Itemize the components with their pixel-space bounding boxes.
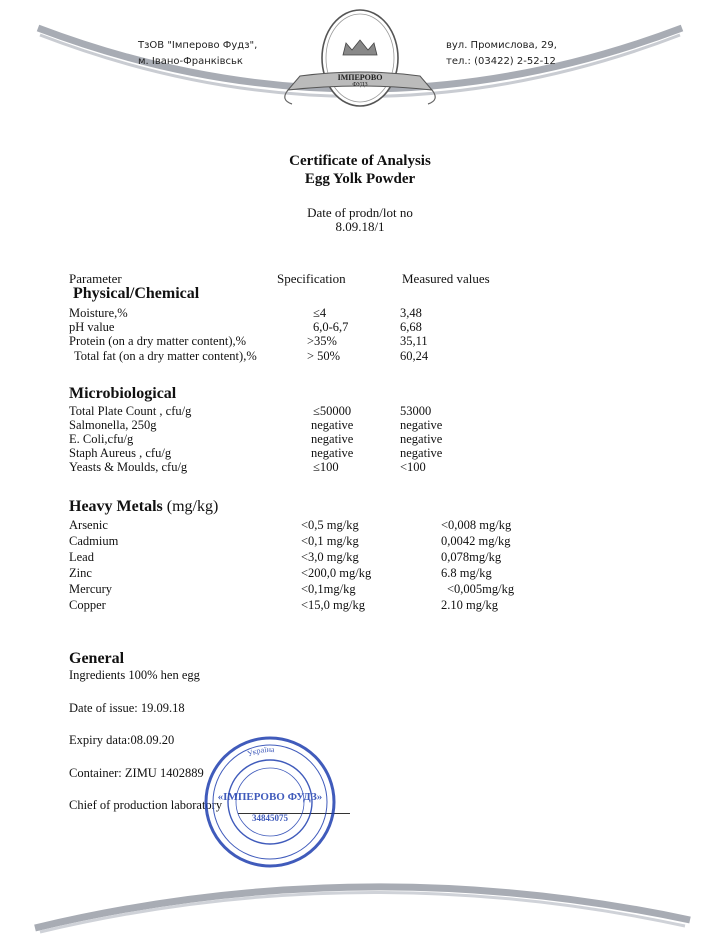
company-city: м. Івано-Франківськ xyxy=(138,56,243,67)
spec-staph: negative xyxy=(311,446,354,460)
param-ph: pH value xyxy=(69,320,115,334)
spec-lead: <3,0 mg/kg xyxy=(301,550,359,564)
letterhead-banner xyxy=(0,0,720,140)
metals-unit: (mg/kg) xyxy=(166,498,219,515)
param-protein: Protein (on a dry matter content),% xyxy=(69,334,247,348)
param-zinc: Zinc xyxy=(69,566,92,580)
logo-subtext: ФУДЗ xyxy=(352,82,368,88)
date-of-issue: Date of issue: 19.09.18 xyxy=(69,701,185,715)
param-copper: Copper xyxy=(69,598,106,612)
stamp-center-text: «ІМПЕРОВО ФУДЗ» xyxy=(217,791,323,803)
value-zinc: 6.8 mg/kg xyxy=(441,566,492,580)
egg-logo-icon xyxy=(285,10,435,106)
spec-protein: >35% xyxy=(307,334,337,348)
param-moisture: Moisture,% xyxy=(69,306,128,320)
param-lead: Lead xyxy=(69,550,94,564)
document-title: Certificate of Analysis xyxy=(289,153,431,169)
column-parameter: Parameter xyxy=(69,271,122,286)
lot-label: Date of prodn/lot no xyxy=(307,205,413,220)
micro-heading: Microbiological xyxy=(69,385,177,402)
param-ecoli: E. Coli,cfu/g xyxy=(69,432,134,446)
value-arsenic: <0,008 mg/kg xyxy=(441,518,512,532)
spec-copper: <15,0 mg/kg xyxy=(301,598,365,612)
value-ecoli: negative xyxy=(400,432,443,446)
param-cadmium: Cadmium xyxy=(69,534,119,548)
company-address: вул. Промислова, 29, xyxy=(446,40,557,51)
company-phone: тел.: (03422) 2-52-12 xyxy=(446,56,556,67)
value-protein: 35,11 xyxy=(400,334,428,348)
param-arsenic: Arsenic xyxy=(69,518,108,532)
footer-banner xyxy=(0,868,720,936)
company-name: ТзОВ "Імперово Фудз", xyxy=(138,40,258,51)
value-yeasts: <100 xyxy=(400,460,426,474)
chief-of-laboratory: Chief of production laboratory xyxy=(69,798,223,812)
value-staph: negative xyxy=(400,446,443,460)
spec-mercury: <0,1mg/kg xyxy=(301,582,356,596)
spec-yeasts: ≤100 xyxy=(313,460,339,474)
stamp-ring-text: Україна xyxy=(246,744,275,759)
column-measured: Measured values xyxy=(402,271,490,286)
general-heading: General xyxy=(69,650,125,667)
value-moisture: 3,48 xyxy=(400,306,422,320)
param-yeasts: Yeasts & Moulds, cfu/g xyxy=(69,460,188,474)
metals-heading: Heavy Metals xyxy=(69,498,163,515)
spec-cadmium: <0,1 mg/kg xyxy=(301,534,359,548)
value-ph: 6,68 xyxy=(400,320,422,334)
stamp-code: 34845075 xyxy=(252,813,288,823)
spec-moisture: ≤4 xyxy=(313,306,327,320)
param-tpc: Total Plate Count , cfu/g xyxy=(69,404,192,418)
value-copper: 2.10 mg/kg xyxy=(441,598,498,612)
metals-heading-block xyxy=(69,498,218,516)
value-tpc: 53000 xyxy=(400,404,432,418)
param-staph: Staph Aureus , cfu/g xyxy=(69,446,172,460)
spec-tpc: ≤50000 xyxy=(313,404,352,418)
expiry-date: Expiry data:08.09.20 xyxy=(69,733,175,747)
param-mercury: Mercury xyxy=(69,582,113,596)
container-number: Container: ZIMU 1402889 xyxy=(69,766,204,780)
param-fat: Total fat (on a dry matter content),% xyxy=(74,349,257,363)
company-stamp xyxy=(200,732,340,872)
value-mercury: <0,005mg/kg xyxy=(447,582,515,596)
column-specification: Specification xyxy=(277,271,346,286)
spec-ph: 6,0-6,7 xyxy=(313,320,349,334)
spec-salmonella: negative xyxy=(311,418,354,432)
spec-fat: > 50% xyxy=(307,349,341,363)
lot-value: 8.09.18/1 xyxy=(335,219,385,234)
value-lead: 0,078mg/kg xyxy=(441,550,502,564)
spec-arsenic: <0,5 mg/kg xyxy=(301,518,359,532)
spec-zinc: <200,0 mg/kg xyxy=(301,566,372,580)
param-salmonella: Salmonella, 250g xyxy=(69,418,157,432)
ingredients-text: Ingredients 100% hen egg xyxy=(69,668,200,682)
logo-text: ІМПЕРОВО xyxy=(337,73,383,82)
value-salmonella: negative xyxy=(400,418,443,432)
spec-ecoli: negative xyxy=(311,432,354,446)
value-cadmium: 0,0042 mg/kg xyxy=(441,534,511,548)
value-fat: 60,24 xyxy=(400,349,429,363)
product-name: Egg Yolk Powder xyxy=(304,171,416,187)
physical-heading: Physical/Chemical xyxy=(73,285,200,302)
